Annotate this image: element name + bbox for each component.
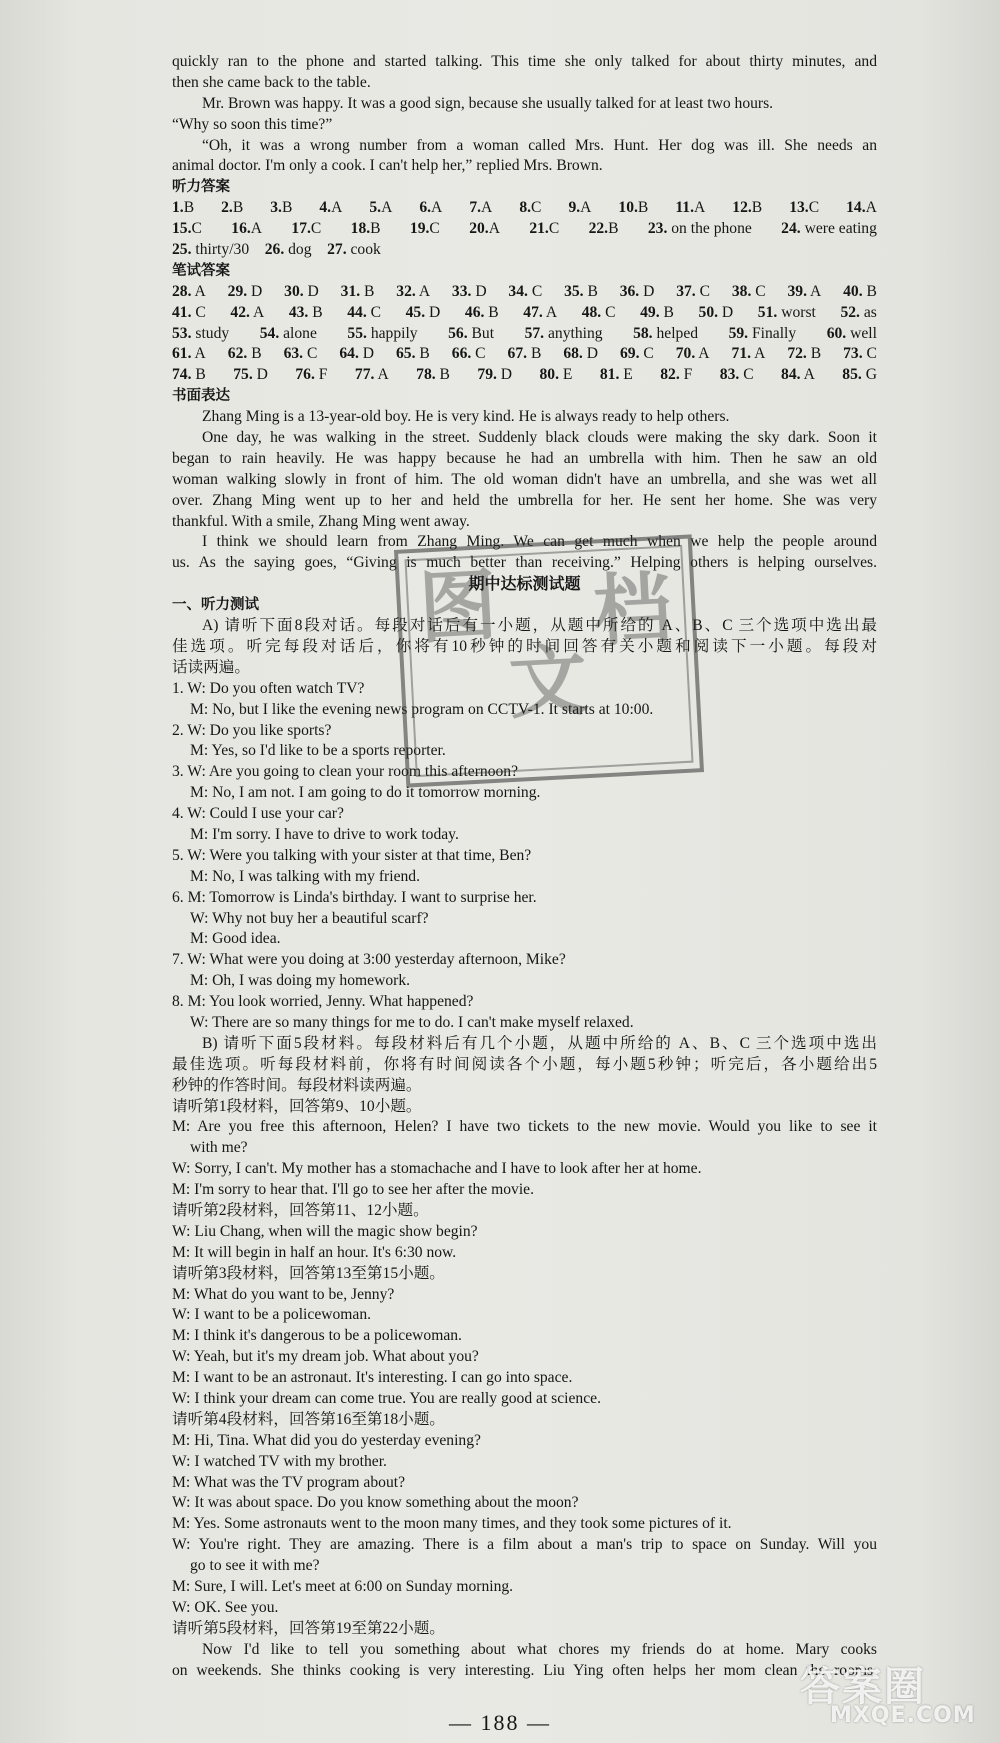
answer-item: 59. Finally [728, 324, 797, 342]
writing-line: One day, he was walking in the street. Suddenly black clouds were making the sky dark. Soon it [202, 429, 877, 447]
answer-item: 20.A [469, 220, 500, 238]
answer-item: 79. D [477, 366, 513, 384]
material-line: with me? [190, 1139, 248, 1157]
answer-item: 65. B [395, 345, 430, 363]
answer-item: 23. on the phone [647, 220, 752, 238]
listening-answers-row [172, 219, 877, 240]
stamp-char: 文 [506, 636, 590, 731]
answer-item: 49. B [640, 303, 674, 321]
story-line: animal doctor. I'm only a cook. I can't help her,” replied Mrs. Brown. [172, 157, 603, 175]
answer-item: 75. D [233, 366, 268, 384]
answer-item: 58. helped [633, 324, 699, 342]
answer-item: 55. happily [347, 324, 418, 342]
answer-item: 37. C [676, 282, 711, 300]
material-line: M: Yes. Some astronauts went to the moon many times, and they took some pictures of it. [172, 1515, 732, 1533]
dialog-line: M: I'm sorry. I have to drive to work today. [190, 825, 459, 843]
material-line: M: What was the TV program about? [172, 1473, 405, 1491]
material-line: W: Yeah, but it's my dream job. What about you? [172, 1348, 479, 1366]
answer-item: 7.A [469, 199, 493, 217]
answer-item: 10.B [618, 199, 649, 217]
writing-line: Zhang Ming is a 13-year-old boy. He is very kind. He is always ready to help others. [202, 408, 730, 426]
material-line: 请听第2段材料，回答第11、12小题。 [172, 1201, 429, 1219]
watermark-en: MXQE.COM [830, 1703, 976, 1728]
material-line: M: I think it's dangerous to be a policewoman. [172, 1327, 462, 1345]
answer-item: 82. F [660, 366, 693, 384]
stamp-mark [394, 534, 704, 787]
answer-item: 83. C [719, 366, 754, 384]
instruction-line: B) 请听下面5段材料。每段材料后有几个小题，从题中所给的 A、B、C 三个选项中选出 [202, 1034, 877, 1052]
section-heading: 一、听力测试 [172, 597, 259, 614]
answer-item: 26. dog [264, 241, 312, 259]
dialog-line: M: Yes, so I'd like to be a sports reporter. [190, 742, 446, 760]
story-line: quickly ran to the phone and started talking. This time she only talked for about thirty minutes, and [172, 53, 877, 70]
instruction-line: 最佳选项。听每段材料前，你将有时间阅读各个小题，每小题5秒钟；听完后，各小题给出5 [172, 1055, 877, 1073]
dialog-line: M: Oh, I was doing my homework. [190, 972, 411, 990]
material-line: W: I think your dream can come true. You are really good at science. [172, 1390, 601, 1407]
answer-item: 5.A [369, 199, 393, 217]
answer-item: 17.C [291, 220, 322, 238]
answer-item: 4.A [319, 199, 343, 217]
answer-item: 53. study [172, 324, 230, 342]
answer-item: 69. C [619, 345, 654, 363]
dialog-line: W: Why not buy her a beautiful scarf? [190, 909, 429, 927]
dialog-line: 3. W: Are you going to clean your room this afternoon? [172, 763, 519, 781]
answer-item: 30. D [284, 282, 319, 300]
answer-item: 70. A [675, 345, 710, 363]
answer-item: 67. B [507, 345, 542, 363]
answer-item: 50. D [698, 303, 734, 321]
answer-item: 29. D [227, 282, 263, 300]
material-line: M: Are you free this afternoon, Helen? I have two tickets to the new movie. Would you like to see it [172, 1118, 877, 1136]
answer-item: 63. C [283, 345, 318, 363]
material-line: W: It was about space. Do you know something about the moon? [172, 1494, 579, 1512]
dialog-line: W: There are so many things for me to do. I can't make myself relaxed. [190, 1013, 634, 1031]
answer-item: 66. C [451, 345, 486, 363]
instruction-line: 佳选项。听完每段对话后，你将有10秒钟的时间回答有关小题和阅读下一小题。每段对 [172, 637, 877, 655]
material-line: on weekends. She thinks cooking is very interesting. Liu Ying often helps her mom clean the rooms. [172, 1661, 877, 1679]
answer-item: 44. C [347, 303, 382, 321]
material-line: Now I'd like to tell you something about what chores my friends do at home. Mary cooks [202, 1640, 877, 1658]
listening-answers-row [172, 240, 877, 261]
written-answers-row [172, 365, 877, 386]
answer-item: 64. D [339, 345, 375, 363]
story-line: Mr. Brown was happy. It was a good sign, because she usually talked for at least two hours. [202, 94, 774, 112]
written-answers-row [172, 344, 877, 365]
material-line: W: OK. See you. [172, 1598, 279, 1616]
writing-line: us. As the saying goes, “Giving is much better than receiving.” Helping others is helping ourselves. [172, 554, 877, 572]
watermark-logo [770, 1655, 980, 1735]
writing-line: woman walking slowly in front of him. The old woman didn't have an umbrella, and she was wet all [172, 470, 877, 488]
answer-item: 13.C [789, 199, 820, 217]
material-line: M: Hi, Tina. What did you do yesterday evening? [172, 1431, 481, 1449]
written-answers-row [172, 324, 877, 345]
instruction-line: 话读两遍。 [172, 658, 250, 676]
answer-item: 57. anything [524, 324, 603, 342]
answer-item: 51. worst [757, 303, 816, 321]
material-line: W: I want to be a policewoman. [172, 1306, 372, 1324]
answer-item: 28. A [172, 282, 206, 300]
answer-item: 54. alone [259, 324, 317, 342]
answer-item: 72. B [787, 345, 822, 363]
instruction-line: A) 请听下面8段对话。每段对话后有一小题，从题中所给的 A、B、C 三个选项中选出最 [202, 617, 877, 635]
answer-item: 35. B [564, 282, 598, 300]
answer-item: 74. B [172, 366, 206, 384]
answer-item: 3.B [270, 199, 293, 217]
answer-item: 48. C [581, 303, 616, 321]
watermark-cn: 答案圈 [800, 1664, 926, 1710]
story-line: “Why so soon this time?” [172, 115, 333, 133]
listening-answers-row [172, 198, 877, 219]
material-line: 请听第5段材料，回答第19至第22小题。 [172, 1619, 445, 1637]
dialog-line: 1. W: Do you often watch TV? [172, 679, 365, 697]
answer-item: 76. F [295, 366, 328, 384]
page-text [172, 52, 877, 1681]
dialog-line: 4. W: Could I use your car? [172, 805, 344, 823]
answer-item: 8.C [519, 199, 542, 217]
answer-item: 61. A [172, 345, 206, 363]
page-number: — 188 — [449, 1710, 551, 1735]
answer-item: 60. well [826, 324, 877, 342]
instruction-line: 秒钟的作答时间。每段材料读两遍。 [172, 1076, 422, 1094]
answer-item: 81. E [599, 366, 633, 384]
answer-item: 6.A [419, 199, 443, 217]
answer-item: 38. C [731, 282, 766, 300]
answer-item: 1.B [172, 199, 195, 217]
material-line: W: I watched TV with my brother. [172, 1452, 387, 1470]
answer-item: 9.A [568, 199, 592, 217]
answer-item: 32. A [396, 282, 431, 300]
answer-item: 15.C [172, 220, 202, 238]
answer-item: 73. C [843, 345, 877, 363]
answer-item: 33. D [451, 282, 487, 300]
material-line: W: Liu Chang, when will the magic show begin? [172, 1222, 478, 1240]
story-line: then she came back to the table. [172, 73, 371, 91]
writing-line: I think we should learn from Zhang Ming. We can get much when we help the people around [202, 533, 877, 551]
answer-item: 46. B [464, 303, 499, 321]
answer-item: 45. D [405, 303, 441, 321]
answer-item: 2.B [221, 199, 244, 217]
answer-item: 27. cook [327, 241, 381, 259]
dialog-line: 6. M: Tomorrow is Linda's birthday. I want to surprise her. [172, 888, 537, 906]
material-line: M: I want to be an astronaut. It's interesting. I can go into space. [172, 1369, 573, 1387]
written-answers-heading: 笔试答案 [172, 262, 230, 279]
stamp-char: 档 [591, 563, 674, 658]
writing-heading: 书面表达 [172, 388, 230, 405]
answer-item: 78. B [416, 366, 450, 384]
material-line: M: Sure, I will. Let's meet at 6:00 on Sunday morning. [172, 1578, 514, 1596]
answer-item: 36. D [619, 282, 655, 300]
material-line: M: I'm sorry to hear that. I'll go to see her after the movie. [172, 1181, 534, 1199]
story-line: “Oh, it was a wrong number from a woman called Mrs. Hunt. Her dog was ill. She needs an [202, 136, 877, 154]
material-line: 请听第1段材料，回答第9、10小题。 [172, 1097, 422, 1115]
dialog-line: 8. M: You look worried, Jenny. What happened? [172, 993, 474, 1011]
answer-item: 85. G [842, 366, 877, 384]
answer-item: 47. A [523, 303, 558, 321]
dialog-line: M: No, I was talking with my friend. [190, 867, 420, 885]
test-title: 期中达标测试题 [468, 574, 581, 594]
listening-answers-heading: 听力答案 [172, 179, 230, 196]
material-line: go to see it with me? [190, 1557, 320, 1575]
material-line: 请听第3段材料，回答第13至第15小题。 [172, 1264, 445, 1282]
writing-line: began to rain heavily. He was happy because he had an umbrella with him. Then he saw an old [172, 449, 877, 467]
answer-item: 41. C [172, 303, 206, 321]
answer-item: 31. B [340, 282, 375, 300]
answer-item: 39. A [787, 282, 822, 300]
material-line: 请听第4段材料，回答第16至第18小题。 [172, 1410, 445, 1428]
writing-line: over. Zhang Ming went up to her and held the umbrella for her. He sent her home. She was very [172, 491, 877, 509]
answer-item: 84. A [781, 366, 815, 384]
answer-item: 43. B [288, 303, 323, 321]
answer-item: 12.B [732, 199, 763, 217]
dialog-line: 7. W: What were you doing at 3:00 yesterday afternoon, Mike? [172, 951, 566, 969]
answer-item: 11.A [675, 199, 706, 217]
material-line: W: You're right. They are amazing. There is a film about a man's trip to space on Sunday. Will you [172, 1536, 877, 1554]
answer-item: 34. C [508, 282, 543, 300]
answer-item: 42. A [230, 303, 265, 321]
answer-item: 40. B [843, 282, 877, 300]
stamp-char: 图 [416, 560, 500, 655]
written-answers-row [172, 303, 877, 324]
answer-item: 80. E [539, 366, 573, 384]
answer-item: 25. thirty/30 [172, 241, 250, 259]
dialog-line: M: No, I am not. I am going to do it tomorrow morning. [190, 784, 541, 802]
dialog-line: M: No, but I like the evening news program on CCTV-1. It starts at 10:00. [190, 700, 654, 718]
answer-item: 14.A [846, 199, 877, 217]
dialog-line: 2. W: Do you like sports? [172, 721, 332, 739]
written-answers-row [172, 282, 877, 303]
answer-item: 62. B [227, 345, 262, 363]
answer-item: 21.C [529, 220, 560, 238]
answer-item: 71. A [731, 345, 766, 363]
answer-item: 22.B [588, 220, 619, 238]
material-line: W: Sorry, I can't. My mother has a stomachache and I have to look after her at home. [172, 1160, 702, 1178]
answer-item: 19.C [409, 220, 440, 238]
material-line: M: It will begin in half an hour. It's 6:30 now. [172, 1243, 457, 1261]
writing-line: thankful. With a smile, Zhang Ming went away. [172, 512, 470, 530]
answer-item: 16.A [231, 220, 263, 238]
answer-item: 24. were eating [781, 220, 877, 238]
dialog-line: M: Good idea. [190, 930, 281, 948]
answer-item: 18.B [350, 220, 381, 238]
answer-item: 68. D [563, 345, 598, 363]
answer-item: 56. But [448, 324, 495, 342]
answer-item: 52. as [840, 303, 877, 321]
material-line: M: What do you want to be, Jenny? [172, 1285, 395, 1303]
dialog-line: 5. W: Were you talking with your sister at that time, Ben? [172, 846, 532, 864]
answer-item: 77. A [354, 366, 389, 384]
